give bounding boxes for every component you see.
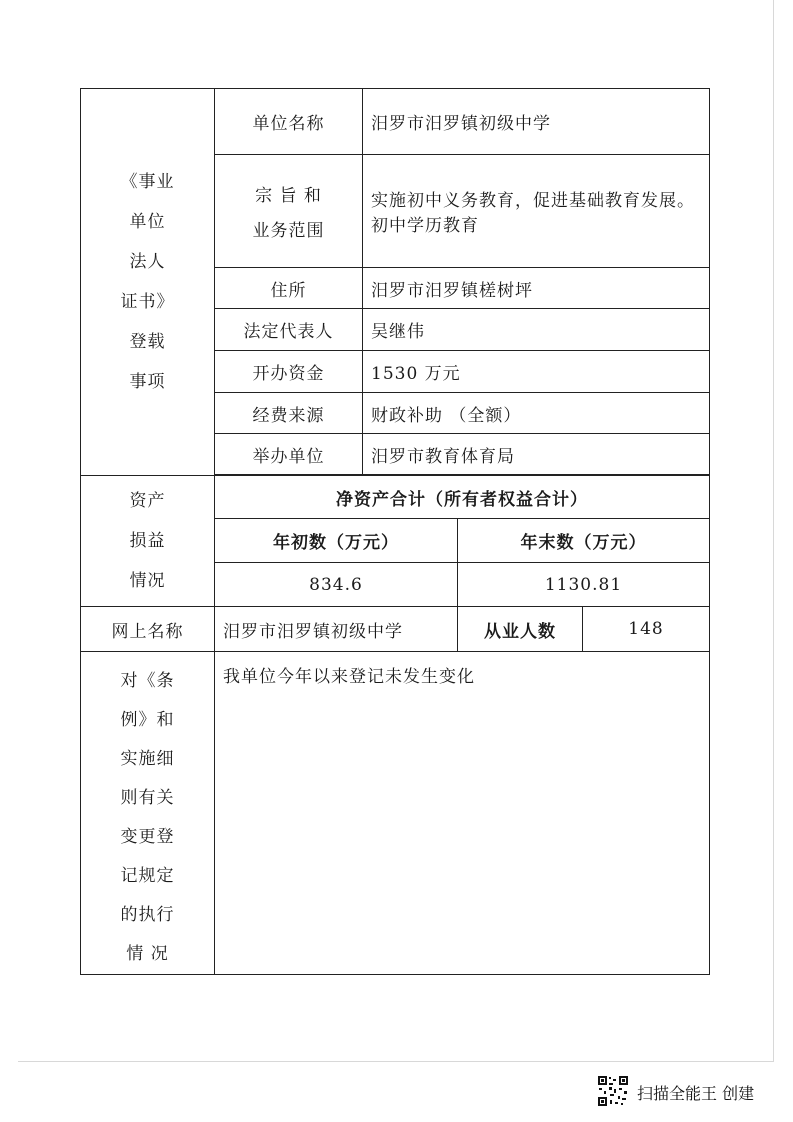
capital-label: 开办资金 <box>215 351 363 393</box>
funding-value: 财政补助 （全额） <box>363 393 710 434</box>
sponsor-value: 汨罗市教育体育局 <box>363 434 710 475</box>
page-edge-bottom <box>18 1061 774 1062</box>
section-line: 例》和 <box>120 710 175 730</box>
section-line: 登载 <box>129 332 166 352</box>
section-line: 实施细 <box>120 749 175 769</box>
section-line: 单位 <box>129 212 166 232</box>
staff-count-label: 从业人数 <box>458 607 583 652</box>
scanner-watermark <box>597 1075 777 1107</box>
compliance-content: 我单位今年以来登记未发生变化 <box>215 652 710 975</box>
unit-name-label: 单位名称 <box>215 89 363 155</box>
assets-section-label <box>81 476 215 607</box>
section-line: 变更登 <box>120 827 175 847</box>
net-assets-header: 净资产合计（所有者权益合计） <box>215 476 710 519</box>
page-edge-right <box>773 0 774 1062</box>
purpose-label-line: 宗 旨 和 <box>255 186 322 206</box>
section-line: 事项 <box>129 372 166 392</box>
legal-rep-label: 法定代表人 <box>215 309 363 351</box>
footer-text: 扫描全能王 创建 <box>637 1084 755 1103</box>
section-line: 的执行 <box>120 905 175 925</box>
section-line: 情 况 <box>126 944 169 964</box>
registration-section-label <box>81 89 215 476</box>
funding-label: 经费来源 <box>215 393 363 434</box>
address-value: 汨罗市汨罗镇槎树坪 <box>363 268 710 309</box>
end-year-label: 年末数（万元） <box>458 519 710 563</box>
begin-year-label: 年初数（万元） <box>215 519 458 563</box>
online-name-label: 网上名称 <box>81 607 215 652</box>
begin-year-value: 834.6 <box>215 563 458 607</box>
section-line: 损益 <box>129 531 166 551</box>
section-line: 法人 <box>129 252 166 272</box>
section-line: 资产 <box>129 491 166 511</box>
compliance-section-label <box>81 652 215 975</box>
sponsor-label: 举办单位 <box>215 434 363 475</box>
purpose-label <box>215 155 363 268</box>
section-line: 情况 <box>129 571 166 591</box>
online-name-value: 汨罗市汨罗镇初级中学 <box>215 607 458 652</box>
section-line: 证书》 <box>120 292 175 312</box>
capital-value: 1530 万元 <box>363 351 710 393</box>
section-line: 记规定 <box>120 866 175 886</box>
section-line: 《事业 <box>120 172 175 192</box>
purpose-label-line: 业务范围 <box>252 221 325 241</box>
purpose-line: 实施初中义务教育，促进基础教育发展。 <box>371 191 695 211</box>
section-line: 对《条 <box>120 671 175 691</box>
end-year-value: 1130.81 <box>458 563 710 607</box>
staff-count-value: 148 <box>583 607 710 652</box>
address-label: 住所 <box>215 268 363 309</box>
purpose-value <box>363 155 710 268</box>
unit-name-value: 汨罗市汨罗镇初级中学 <box>363 89 710 155</box>
registration-form <box>80 88 710 975</box>
purpose-line: 初中学历教育 <box>371 216 479 236</box>
qr-code-icon <box>597 1075 629 1107</box>
legal-rep-value: 吴继伟 <box>363 309 710 351</box>
section-line: 则有关 <box>120 788 175 808</box>
